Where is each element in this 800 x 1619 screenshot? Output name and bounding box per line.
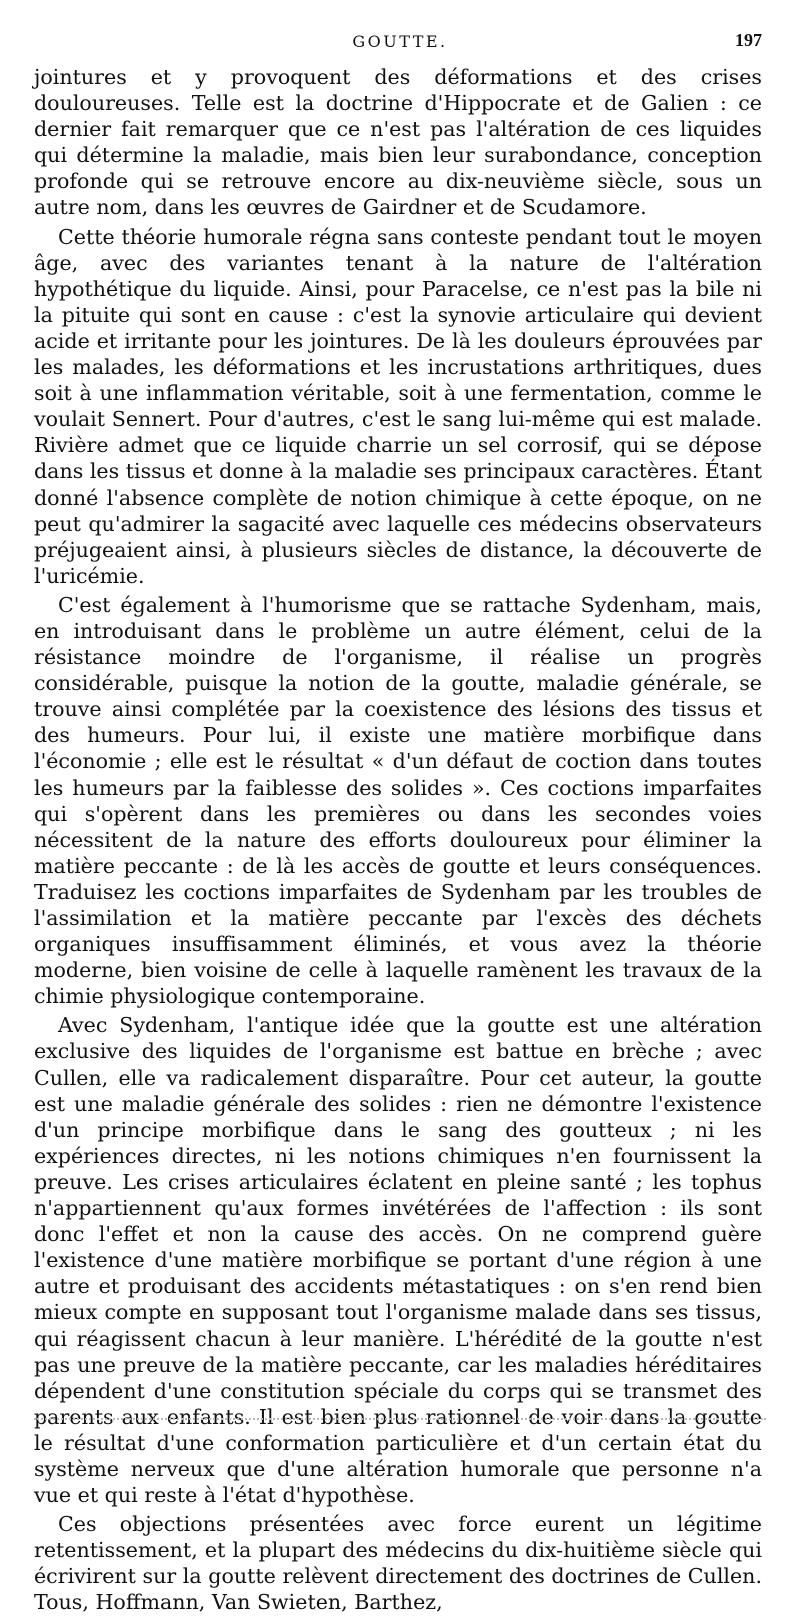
footer-rule (34, 1418, 766, 1420)
running-title: GOUTTE. (352, 32, 448, 51)
paragraph-cullen: Avec Sydenham, l'antique idée que la goutte est une altération exclusive des liquides de l'organisme est battue en brèche ; avec Cullen, elle va radicalement disparaître. Pour cet auteur, la goutte est une maladie générale des solides : rien ne démontre l'existence d'un principe morbifique dans le sang des goutteux ; ni les expériences directes, ni les notions chimiques n'en fournissent la preuve. Les crises articulaires éclatent en pleine santé ; les tophus n'appartiennent qu'aux formes invétérées de l'affection : ils sont donc l'effet et non la cause des accès. On ne comprend guère l'existence d'une matière morbifique se portant d'une région à une autre et produisant des accidents métastatiques : on s'en rend bien mieux compte en supposant tout l'organisme malade dans ses tissus, qui réagissent chacun à leur manière. L'hérédité de la goutte n'est pas une preuve de la matière peccante, car les maladies héréditaires dépendent d'une constitution spéciale du corps qui se transmet des parents aux enfants. Il est bien plus rationnel de voir dans la goutte le résultat d'une conformation particulière et d'un certain état du système nerveux que d'une altération humorale que personne n'a vue et qui reste à l'état d'hypothèse. (34, 1013, 762, 1508)
paragraph-objections: Ces objections présentées avec force eurent un légitime retentissement, et la plupart des médecins du dix-huitième siècle qui écrivirent sur la goutte relèvent directement des doctrines de Cullen. Tous, Hoffmann, Van Swieten, Barthez, (34, 1512, 762, 1615)
paragraph-sydenham: C'est également à l'humorisme que se rattache Sydenham, mais, en introduisant dans le problème un autre élément, celui de la résistance moindre de l'organisme, il réalise un progrès considérable, puisque la notion de la goutte, maladie générale, se trouve ainsi complétée par la coexistence des lésions des tissus et des humeurs. Pour lui, il existe une matière morbifique dans l'économie ; elle est le résultat « d'un défaut de coction dans toutes les humeurs par la faiblesse des solides ». Ces coctions imparfaites qui s'opèrent dans les premières ou dans les secondes voies nécessitent de la nature des efforts douloureux pour éliminer la matière peccante : de là les accès de goutte et leurs conséquences. Traduisez les coctions imparfaites de Sydenham par les troubles de l'assimilation et la matière peccante par l'excès des déchets organiques insuffisamment éliminés, et vous avez la théorie moderne, bien voisine de celle à laquelle ramènent les travaux de la chimie physiologique contemporaine. (34, 592, 762, 1009)
paragraph-continued: jointures et y provoquent des déformations et des crises douloureuses. Telle est la doctrine d'Hippocrate et de Galien : ce dernier fait remarquer que ce n'est pas l'altération de ces liquides qui détermine la maladie, mais bien leur surabondance, conception profonde qui se retrouve encore au dix-neuvième siècle, sous un autre nom, dans les œuvres de Gairdner et de Scudamore. (34, 65, 762, 220)
paragraph-humoral-theory: Cette théorie humorale régna sans conteste pendant tout le moyen âge, avec des variantes tenant à la nature de l'altération hypothétique du liquide. Ainsi, pour Paracelse, ce n'est pas la bile ni la pituite qui sont en cause : c'est la synovie articulaire qui devient acide et irritante pour les jointures. De là les douleurs éprouvées par les malades, les déformations et les incrustations arthritiques, dues soit à une inflammation véritable, soit à une fermentation, comme le voulait Sennert. Pour d'autres, c'est le sang lui-même qui est malade. Rivière admet que ce liquide charrie un sel corrosif, qui se dépose dans les tissus et donne à la maladie ses principaux caractères. Étant donné l'absence complète de notion chimique à cette époque, on ne peut qu'admirer la sagacité avec laquelle ces médecins observateurs préjugeaient ainsi, à plusieurs siècles de distance, la découverte de l'uricémie. (34, 224, 762, 588)
page-header (34, 32, 766, 58)
page-number: 197 (735, 30, 762, 50)
book-page (34, 0, 766, 1615)
body-text (34, 64, 762, 1619)
